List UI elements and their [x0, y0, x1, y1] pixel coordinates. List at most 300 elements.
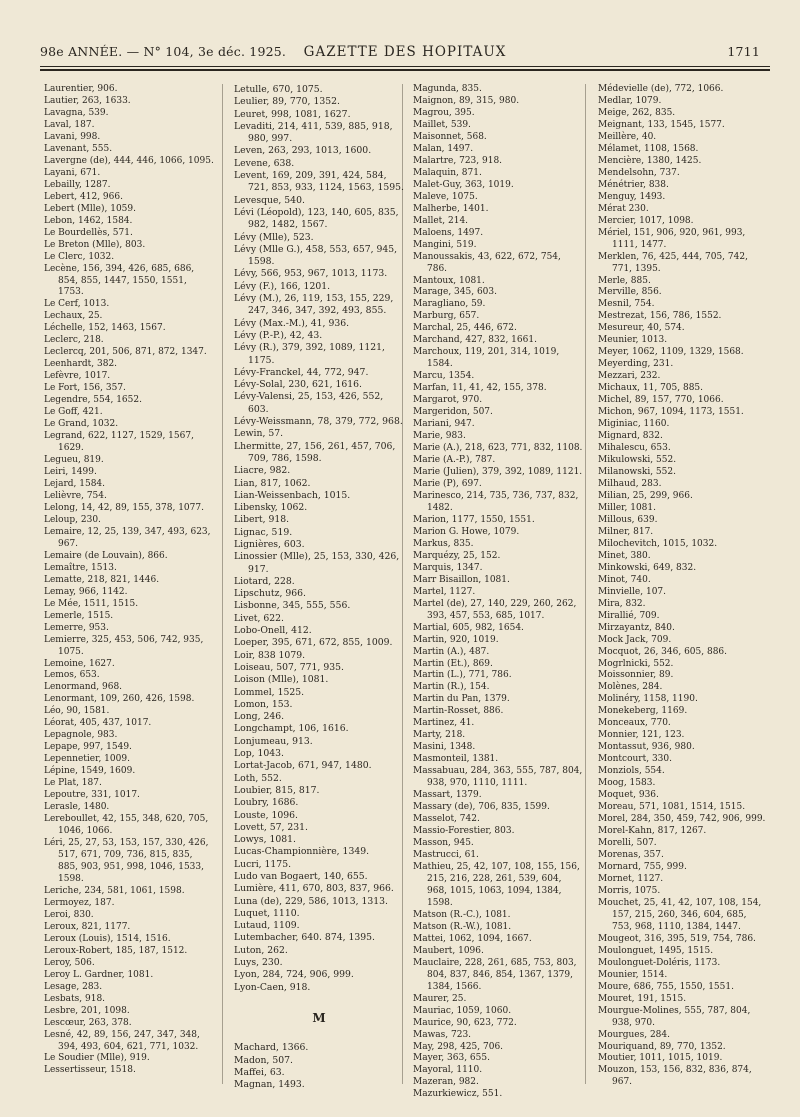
index-entry: Leven, 263, 293, 1013, 1600. — [234, 145, 372, 157]
index-entry: Lutaud, 1109. — [234, 920, 300, 932]
index-entry: Luys, 230. — [234, 957, 283, 969]
index-entry: Lesbats, 918. — [44, 993, 106, 1004]
index-entry: Meillère, 40. — [598, 131, 657, 142]
index-entry: Laval, 187. — [44, 119, 95, 130]
index-entry: Mirzayantz, 840. — [598, 622, 675, 633]
index-entry: Laurentier, 906. — [44, 84, 118, 94]
index-entry: Mérat 230. — [598, 203, 649, 214]
index-entry: Mayoral, 1110. — [413, 1065, 483, 1076]
index-entry: Mathieu, 25, 42, 107, 108, 155, 156, 215, 216, 228, 261, 539, 604, 968, 1015, 1063, 1094, 1384, 1598. — [413, 861, 580, 908]
index-entry: Martin (R.), 154. — [413, 682, 490, 693]
index-entry: Moquet, 936. — [598, 790, 659, 801]
index-entry: Mariani, 947. — [413, 419, 475, 430]
index-entry: Marquis, 1347. — [413, 562, 483, 573]
index-entry: Lemos, 653. — [44, 670, 100, 681]
index-entry: Maleve, 1075. — [413, 191, 478, 202]
index-entry: Moog, 1583. — [598, 778, 656, 789]
index-entry: Lomon, 153. — [234, 698, 293, 710]
index-entry: Lelièvre, 754. — [44, 490, 107, 501]
index-entry: Lignac, 519. — [234, 526, 293, 538]
index-entry: Moulonguet, 1495, 1515. — [598, 945, 714, 956]
index-entry: Merville, 856. — [598, 287, 662, 298]
index-entry: Lévi (Léopold), 123, 140, 605, 835, 982, 1482, 1567. — [234, 206, 399, 231]
column-divider — [585, 84, 586, 1084]
index-entry: Le Goff, 421. — [44, 407, 103, 418]
index-entry: Moutier, 1011, 1015, 1019. — [598, 1053, 723, 1064]
index-entry: Marinesco, 214, 735, 736, 737, 832, 1482. — [413, 490, 579, 513]
index-entry: Lelong, 14, 42, 89, 155, 378, 1077. — [44, 502, 204, 513]
index-entry: Lebert, 412, 966. — [44, 191, 123, 202]
index-entry: Minkowski, 649, 832. — [598, 562, 697, 573]
index-entry: Maubert, 1096. — [413, 945, 484, 956]
index-entry: Lecène, 156, 394, 426, 685, 686, 854, 855, 1447, 1550, 1551, 1753. — [44, 263, 195, 298]
index-entry: Matson (R.-C.), 1081. — [413, 909, 511, 920]
index-entry: Lépine, 1549, 1609. — [44, 766, 136, 777]
index-entry: Molinéry, 1158, 1190. — [598, 694, 698, 705]
index-entry: Maisonnet, 568. — [413, 131, 487, 142]
index-entry: Massart, 1379. — [413, 790, 482, 801]
index-entry: Merklen, 76, 425, 444, 705, 742, 771, 1395. — [598, 251, 748, 274]
index-entry: Malet-Guy, 363, 1019. — [413, 179, 514, 190]
index-entry: Marie (P), 697. — [413, 478, 482, 489]
index-entry: Lipschutz, 966. — [234, 588, 306, 600]
index-entry: Lemerre, 953. — [44, 622, 109, 633]
index-entry: Lebon, 1462, 1584. — [44, 215, 133, 226]
index-entry: Marburg, 657. — [413, 311, 480, 322]
index-entry: Mauclaire, 228, 261, 685, 753, 803, 804, 837, 846, 854, 1367, 1379, 1384, 1566. — [413, 957, 577, 992]
index-entry: Matson (R.-W.), 1081. — [413, 921, 512, 932]
index-entry: Mouchet, 25, 41, 42, 107, 108, 154, 157, 215, 260, 346, 604, 685, 753, 968, 1110, 1384, 1447. — [598, 897, 762, 932]
index-entry: Marfan, 11, 41, 42, 155, 378. — [413, 383, 547, 394]
index-entry: Marie (A.), 218, 623, 771, 832, 1108. — [413, 443, 583, 454]
index-entry: Lavagna, 539. — [44, 107, 109, 118]
index-entry: Lucri, 1175. — [234, 858, 292, 870]
index-entry: Léo, 90, 1581. — [44, 706, 110, 717]
index-entry: Medlar, 1079. — [598, 95, 662, 106]
index-entry: Lemaître, 1513. — [44, 562, 117, 573]
index-entry: Leroi, 830. — [44, 909, 94, 920]
index-entry: Luna (de), 229, 586, 1013, 1313. — [234, 895, 388, 907]
index-entry: Massio-Forestier, 803. — [413, 826, 515, 837]
index-entry: Mangini, 519. — [413, 239, 477, 250]
index-entry: Mornard, 755, 999. — [598, 861, 687, 872]
index-entry: Mazeran, 982. — [413, 1077, 479, 1088]
index-entry: Leloup, 230. — [44, 514, 101, 525]
index-entry: Lop, 1043. — [234, 748, 284, 760]
index-entry: Marage, 345, 603. — [413, 287, 497, 298]
index-entry: Lessertisseur, 1518. — [44, 1065, 136, 1076]
index-entry: Mihalescu, 653. — [598, 443, 671, 454]
index-entry: Mezzari, 232. — [598, 371, 661, 382]
page-number: 1711 — [727, 44, 760, 59]
index-entry: Marr Bisaillon, 1081. — [413, 574, 510, 585]
index-entry: Maffei, 63. — [234, 1066, 285, 1078]
index-entry: Mattei, 1062, 1094, 1667. — [413, 933, 532, 944]
index-column-1 — [44, 84, 214, 1077]
index-entry: Lematte, 218, 821, 1446. — [44, 574, 160, 585]
index-entry: Mériel, 151, 906, 920, 961, 993, 1111, 1477. — [598, 227, 746, 250]
index-entry: Massary (de), 706, 835, 1599. — [413, 802, 550, 813]
index-entry: Lévy-Solal, 230, 621, 1616. — [234, 379, 362, 391]
index-entry: Marchand, 427, 832, 1661. — [413, 335, 537, 346]
index-entry: Maragliano, 59. — [413, 299, 486, 310]
index-entry: Maurice, 90, 623, 772. — [413, 1017, 517, 1028]
index-entry: Lepennetier, 1009. — [44, 754, 130, 765]
index-entry: Luquet, 1110. — [234, 907, 300, 919]
index-entry: Mougeot, 316, 395, 519, 754, 786. — [598, 933, 756, 944]
index-entry: Monziols, 554. — [598, 766, 665, 777]
index-entry: Marty, 218. — [413, 730, 466, 741]
index-entry: Lavenant, 555. — [44, 143, 113, 154]
index-entry: Lejard, 1584. — [44, 478, 106, 489]
index-entry: Meunier, 1013. — [598, 335, 668, 346]
index-entry: Morel-Kahn, 817, 1267. — [598, 826, 707, 837]
index-entry: Lumière, 411, 670, 803, 837, 966. — [234, 883, 394, 895]
index-entry: Marie, 983. — [413, 431, 466, 442]
index-entry: Morenas, 357. — [598, 850, 664, 860]
index-entry: Margarot, 970. — [413, 395, 483, 406]
index-entry: Marion, 1177, 1550, 1551. — [413, 514, 535, 525]
index-entry: Leroy, 506. — [44, 957, 95, 968]
index-entry: Masini, 1348. — [413, 742, 476, 753]
index-entry: Lereboullet, 42, 155, 348, 620, 705, 1046, 1066. — [44, 814, 209, 837]
index-entry: Molènes, 284. — [598, 682, 663, 693]
index-entry: Leiri, 1499. — [44, 467, 97, 477]
index-entry: Marie (A.-P.), 787. — [413, 455, 496, 466]
index-entry: Minot, 740. — [598, 574, 651, 585]
index-entry: Maloens, 1497. — [413, 227, 484, 238]
index-entry: Moissonnier, 89. — [598, 670, 674, 681]
index-entry: Milner, 817. — [598, 526, 654, 537]
section-letter: M — [312, 1010, 326, 1025]
index-entry: Maignon, 89, 315, 980. — [413, 95, 520, 106]
index-entry: Lobo-Onell, 412. — [234, 625, 312, 637]
index-entry: Libert, 918. — [234, 514, 290, 526]
index-entry: Masselot, 742. — [413, 814, 480, 825]
index-entry: Mawas, 723. — [413, 1029, 472, 1040]
index-entry: Lowys, 1081. — [234, 834, 296, 846]
header-rule — [40, 66, 770, 67]
index-entry: Leuret, 998, 1081, 1627. — [234, 108, 351, 120]
index-entry: Ludo van Bogaert, 140, 655. — [234, 871, 368, 882]
index-entry: Lutembacher, 640. 874, 1395. — [234, 932, 375, 944]
index-entry: Leriche, 234, 581, 1061, 1598. — [44, 885, 185, 896]
index-entry: Michel, 89, 157, 770, 1066. — [598, 395, 724, 406]
index-entry: Lemoine, 1627. — [44, 658, 115, 669]
index-entry: Marie (Julien), 379, 392, 1089, 1121. — [413, 467, 583, 477]
index-entry: Lévy (M.), 26, 119, 153, 155, 229, 247, 346, 347, 392, 493, 855. — [234, 293, 394, 317]
index-entry: Lévy (R.), 379, 392, 1089, 1121, 1175. — [234, 342, 385, 366]
index-entry: Lian-Weissenbach, 1015. — [234, 489, 351, 501]
index-entry: Meyer, 1062, 1109, 1329, 1568. — [598, 347, 744, 358]
index-entry: Livet, 622. — [234, 612, 284, 624]
index-entry: Madon, 507. — [234, 1054, 293, 1066]
index-entry: Mira, 832. — [598, 598, 646, 609]
index-entry: Marcu, 1354. — [413, 371, 475, 382]
index-entry: Lommel, 1525. — [234, 686, 305, 698]
index-entry: Mestrezat, 156, 786, 1552. — [598, 311, 722, 322]
index-entry: Mouriquand, 89, 770, 1352. — [598, 1041, 726, 1052]
index-entry: Lemaire, 12, 25, 139, 347, 493, 623, 967. — [44, 526, 211, 549]
index-entry: Linossier (Mlle), 25, 153, 330, 426, 917. — [234, 551, 400, 575]
index-entry: Mesureur, 40, 574. — [598, 323, 685, 334]
index-entry: Lepagnole, 983. — [44, 730, 118, 741]
index-entry: Meige, 262, 835. — [598, 107, 676, 118]
index-entry: Leroux (Louis), 1514, 1516. — [44, 933, 171, 944]
index-entry: Léorat, 405, 437, 1017. — [44, 718, 152, 729]
index-entry: Loubry, 1686. — [234, 797, 299, 809]
index-entry: Mourgue-Molines, 555, 787, 804, 938, 970. — [598, 1005, 751, 1028]
index-entry: Mercier, 1017, 1098. — [598, 215, 694, 226]
column-divider — [222, 84, 223, 1084]
index-entry: Moure, 686, 755, 1550, 1551. — [598, 981, 734, 992]
index-entry: Le Grand, 1032. — [44, 419, 119, 430]
index-entry: Leenhardt, 382. — [44, 359, 118, 370]
index-entry: Lucas-Championnière, 1349. — [234, 846, 370, 858]
index-entry: Martin-Rosset, 886. — [413, 706, 504, 717]
index-entry: Mendelsohn, 737. — [598, 167, 680, 178]
index-column-2 — [234, 84, 404, 1091]
index-entry: Machard, 1366. — [234, 1042, 309, 1054]
index-entry: Lyon, 284, 724, 906, 999. — [234, 969, 354, 981]
index-entry: Le Clerc, 1032. — [44, 251, 115, 262]
index-entry: Layani, 671. — [44, 167, 101, 178]
index-entry: Martinez, 41. — [413, 718, 475, 729]
index-entry: Meignant, 133, 1545, 1577. — [598, 119, 725, 130]
index-entry: Mignard, 832. — [598, 431, 663, 442]
index-entry: Milochevitch, 1015, 1032. — [598, 538, 718, 549]
index-entry: Martin, 920, 1019. — [413, 634, 499, 645]
index-entry: Lévy-Franckel, 44, 772, 947. — [234, 366, 369, 378]
index-entry: Louste, 1096. — [234, 809, 298, 821]
index-entry: Milhaud, 283. — [598, 478, 662, 489]
index-entry: Levent, 169, 209, 391, 424, 584, 721, 853, 933, 1124, 1563, 1595. — [234, 170, 404, 194]
index-entry: Maurer, 25. — [413, 993, 467, 1004]
index-entry: Malartre, 723, 918. — [413, 155, 503, 166]
index-entry: Luton, 262. — [234, 944, 288, 956]
index-entry: Lesage, 283. — [44, 981, 103, 992]
index-entry: Leclercq, 201, 506, 871, 872, 1347. — [44, 347, 207, 358]
index-entry: Mirallié, 709. — [598, 610, 660, 621]
index-entry: Michaux, 11, 705, 885. — [598, 383, 704, 394]
index-entry: Lian, 817, 1062. — [234, 477, 311, 489]
index-entry: Mogrlnicki, 552. — [598, 658, 674, 669]
index-entry: Lévy (Mlle), 523. — [234, 231, 314, 243]
index-entry: Michon, 967, 1094, 1173, 1551. — [598, 407, 744, 418]
index-entry: Martel (de), 27, 140, 229, 260, 262, 393, 457, 553, 685, 1017. — [413, 598, 577, 621]
index-entry: Moulonguet-Doléris, 1173. — [598, 957, 721, 968]
index-entry: Lepoutre, 331, 1017. — [44, 790, 140, 801]
index-entry: Mastrucci, 61. — [413, 850, 479, 860]
index-entry: Letulle, 670, 1075. — [234, 84, 323, 95]
index-entry: Marchoux, 119, 201, 314, 1019, 1584. — [413, 347, 560, 370]
index-entry: Libensky, 1062. — [234, 502, 308, 514]
index-entry: Miller, 1081. — [598, 502, 656, 513]
index-entry: Morris, 1075. — [598, 885, 661, 896]
running-header — [40, 44, 770, 66]
index-entry: Leroux, 821, 1177. — [44, 921, 131, 932]
index-entry: Lévy-Valensi, 25, 153, 426, 552, 603. — [234, 391, 384, 415]
index-entry: Mesnil, 754. — [598, 299, 655, 310]
index-entry: Millous, 639. — [598, 514, 658, 525]
index-entry: Martel, 1127. — [413, 586, 476, 597]
index-entry: Lemerle, 1515. — [44, 610, 114, 621]
index-entry: Le Soudier (Mlle), 919. — [44, 1053, 150, 1064]
index-entry: Lévy (Mlle G.), 458, 553, 657, 945, 1598. — [234, 243, 398, 268]
index-entry: Lenormand, 968. — [44, 682, 123, 693]
index-entry: Lavergne (de), 444, 446, 1066, 1095. — [44, 155, 214, 166]
index-entry: Legueu, 819. — [44, 455, 104, 466]
index-entry: Lermoyez, 187. — [44, 897, 115, 908]
index-entry: Malaquin, 871. — [413, 167, 482, 178]
index-entry: Masson, 945. — [413, 838, 474, 849]
index-entry: Le Breton (Mlle), 803. — [44, 239, 146, 250]
index-entry: Lesbre, 201, 1098. — [44, 1005, 130, 1016]
index-entry: Le Bourdellès, 571. — [44, 227, 133, 238]
index-entry: Lyon-Caen, 918. — [234, 981, 311, 993]
index-entry: Loiseau, 507, 771, 935. — [234, 661, 344, 673]
index-entry: Lechaux, 25. — [44, 311, 103, 322]
index-entry: Morelli, 507. — [598, 838, 657, 849]
index-entry: Lewin, 57. — [234, 428, 284, 440]
index-entry: Marchal, 25, 446, 672. — [413, 323, 517, 334]
index-entry: Mourgues, 284. — [598, 1029, 670, 1040]
index-entry: Lefèvre, 1017. — [44, 371, 111, 382]
index-entry: Leroux-Robert, 185, 187, 1512. — [44, 945, 188, 956]
index-entry: Liacre, 982. — [234, 465, 291, 477]
index-entry: Magrou, 395. — [413, 107, 475, 118]
index-entry: Legrand, 622, 1127, 1529, 1567, 1629. — [44, 431, 194, 454]
index-entry: Moreau, 571, 1081, 1514, 1515. — [598, 802, 746, 813]
index-entry: Marion G. Howe, 1079. — [413, 526, 520, 537]
index-entry: Levaditi, 214, 411, 539, 885, 918, 980, 997. — [234, 120, 393, 145]
index-entry: Martial, 605, 982, 1654. — [413, 622, 524, 633]
index-entry: Lévy-Weissmann, 78, 379, 772, 968. — [234, 416, 403, 428]
index-entry: Lerasle, 1480. — [44, 802, 110, 813]
index-entry: Lévy (F.), 166, 1201. — [234, 280, 331, 292]
index-entry: Loth, 552. — [234, 772, 282, 784]
index-entry: Médevielle (de), 772, 1066. — [598, 84, 724, 94]
index-entry: May, 298, 425, 706. — [413, 1041, 504, 1052]
index-entry: Mocquot, 26, 346, 605, 886. — [598, 646, 728, 657]
index-entry: Miginiac, 1160. — [598, 419, 670, 430]
index-entry: Lisbonne, 345, 555, 556. — [234, 600, 351, 612]
index-entry: Mouzon, 153, 156, 832, 836, 874, 967. — [598, 1065, 752, 1088]
index-entry: Long, 246. — [234, 711, 285, 723]
index-entry: Lévy (Max.-M.), 41, 936. — [234, 317, 350, 329]
index-entry: Loir, 838 1079. — [234, 649, 306, 661]
index-column-3 — [413, 84, 583, 1101]
index-entry: Morel, 284, 350, 459, 742, 906, 999. — [598, 814, 766, 825]
index-entry: Loubier, 815, 817. — [234, 784, 320, 796]
index-entry: Mazurkiewicz, 551. — [413, 1089, 503, 1100]
index-entry: Le Fort, 156, 357. — [44, 383, 126, 394]
index-entry: Monekeberg, 1169. — [598, 706, 688, 717]
index-entry: Lovett, 57, 231. — [234, 821, 308, 833]
index-entry: Masmonteil, 1381. — [413, 754, 499, 765]
index-entry: Loeper, 395, 671, 672, 855, 1009. — [234, 637, 393, 649]
index-entry: Lepape, 997, 1549. — [44, 742, 132, 753]
index-entry: Martin du Pan, 1379. — [413, 694, 510, 705]
index-entry: Minet, 380. — [598, 550, 651, 561]
index-entry: Meyerding, 231. — [598, 359, 674, 370]
index-entry: Mock Jack, 709. — [598, 634, 672, 645]
index-entry: Lavani, 998. — [44, 131, 101, 142]
index-entry: Lebert (Mlle), 1059. — [44, 203, 136, 214]
index-entry: Lenormant, 109, 260, 426, 1598. — [44, 694, 195, 705]
index-entry: Le Plat, 187. — [44, 778, 102, 789]
index-entry: Magnan, 1493. — [234, 1079, 305, 1091]
index-entry: Mauriac, 1059, 1060. — [413, 1005, 512, 1016]
index-entry: Lévy (P.-P.), 42, 43. — [234, 329, 323, 341]
index-entry: Lemay, 966, 1142. — [44, 586, 128, 597]
index-entry: Monceaux, 770. — [598, 718, 671, 729]
issue-info: 98e ANNÉE. — N° 104, 3e déc. 1925. — [40, 44, 287, 59]
index-entry: Lautier, 263, 1633. — [44, 95, 131, 106]
index-entry: Léchelle, 152, 1463, 1567. — [44, 323, 166, 334]
index-entry: Lhermitte, 27, 156, 261, 457, 706, 709, 786, 1598. — [234, 440, 396, 464]
index-entry: Levesque, 540. — [234, 194, 305, 206]
index-entry: Liotard, 228. — [234, 575, 295, 587]
index-entry: Lebailly, 1287. — [44, 179, 111, 190]
index-entry: Markus, 835. — [413, 538, 474, 549]
journal-title: GAZETTE DES HOPITAUX — [303, 44, 507, 60]
index-entry: Mornet, 1127. — [598, 873, 664, 884]
index-entry: Le Mée, 1511, 1515. — [44, 598, 139, 609]
index-entry: Milanowski, 552. — [598, 467, 676, 477]
index-column-4 — [598, 84, 768, 1089]
index-entry: Leclerc, 218. — [44, 335, 104, 346]
index-entry: Loison (Mlle), 1081. — [234, 674, 329, 686]
index-entry: Martin (Et.), 869. — [413, 658, 493, 669]
index-entry: Margeridon, 507. — [413, 407, 493, 418]
index-entry: Mallet, 214. — [413, 215, 469, 226]
index-entry: Mouret, 191, 1515. — [598, 993, 687, 1004]
index-entry: Lemierre, 325, 453, 506, 742, 935, 1075. — [44, 634, 204, 657]
index-entry: Minvielle, 107. — [598, 586, 667, 597]
index-entry: Levene, 638. — [234, 157, 295, 169]
index-entry: Milian, 25, 299, 966. — [598, 490, 693, 501]
index-entry: Martin (L.), 771, 786. — [413, 670, 512, 681]
index-entry: Le Cerf, 1013. — [44, 299, 110, 310]
index-entry: Ménétrier, 838. — [598, 179, 669, 190]
index-entry: Mounier, 1514. — [598, 969, 668, 980]
index-entry: Mencière, 1380, 1425. — [598, 155, 702, 166]
index-entry: Martin (A.), 487. — [413, 646, 490, 657]
index-entry: Montassut, 936, 980. — [598, 742, 695, 753]
index-entry: Magunda, 835. — [413, 84, 482, 94]
index-entry: Mikulowski, 552. — [598, 455, 677, 466]
index-entry: Lortat-Jacob, 671, 947, 1480. — [234, 760, 372, 772]
index-entry: Léri, 25, 27, 53, 153, 157, 330, 426, 517, 671, 709, 736, 815, 835, 885, 903, 951, 998, 1046, 1533, 1598. — [44, 838, 209, 884]
index-entry: Longchampt, 106, 1616. — [234, 723, 349, 735]
index-entry: Massabuau, 284, 363, 555, 787, 804, 938, 970, 1110, 1111. — [413, 766, 583, 789]
index-entry: Lignières, 603. — [234, 538, 305, 550]
index-entry: Malherbe, 1401. — [413, 203, 489, 214]
header-rule-thick — [40, 69, 770, 71]
index-entry: Montcourt, 330. — [598, 754, 672, 765]
index-entry: Lévy, 566, 953, 967, 1013, 1173. — [234, 268, 388, 280]
index-entry: Malan, 1497. — [413, 143, 474, 154]
index-entry: Maillet, 539. — [413, 119, 471, 130]
index-entry: Mantoux, 1081. — [413, 275, 485, 286]
index-entry: Leroy L. Gardner, 1081. — [44, 969, 154, 980]
index-entry: Marquézy, 25, 152. — [413, 550, 501, 561]
index-entry: Lescœur, 263, 378. — [44, 1017, 132, 1028]
index-entry: Lesné, 42, 89, 156, 247, 347, 348, 394, 493, 604, 621, 771, 1032. — [44, 1029, 200, 1052]
index-entry: Merle, 885. — [598, 275, 651, 286]
index-entry: Manoussakis, 43, 622, 672, 754, 786. — [413, 251, 561, 274]
